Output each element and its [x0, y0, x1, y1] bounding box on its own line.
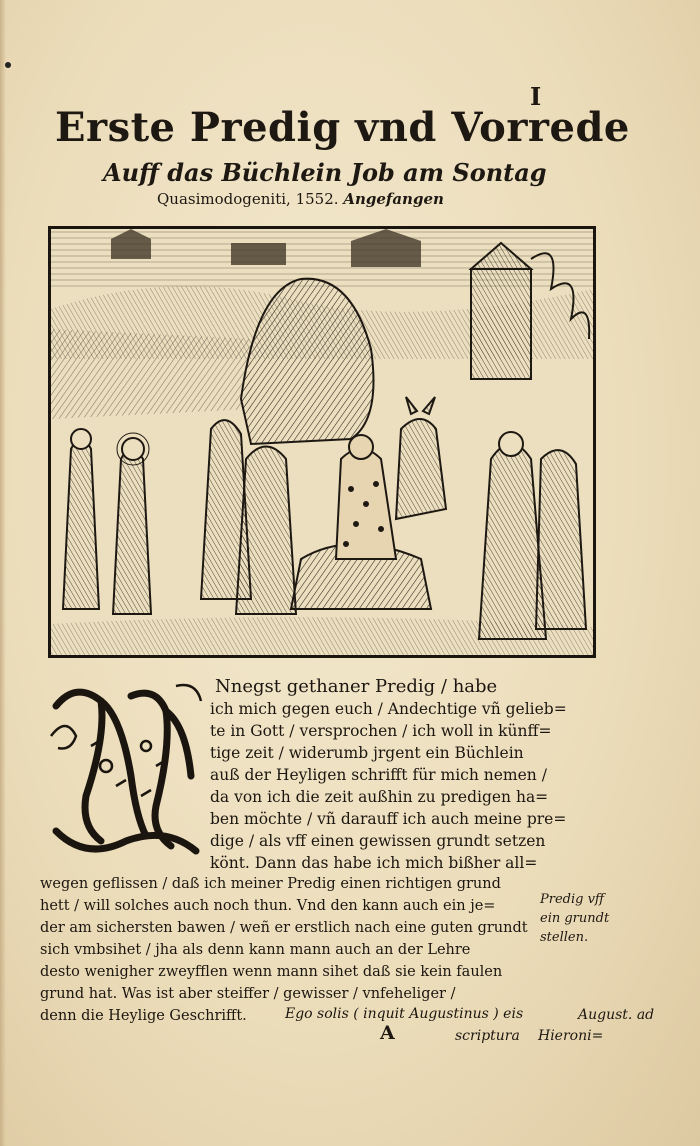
body-line: tige zeit / widerumb jrgent ein Büchlein [210, 744, 524, 762]
body-line: denn die Heylige Geschrifft. [40, 1008, 247, 1024]
ink-spot [5, 62, 11, 68]
drop-cap-ornament-icon [46, 676, 206, 860]
body-line: ich mich gegen euch / Andechtige vñ gelieb= [210, 700, 567, 718]
woodcut-illustration-icon [51, 229, 593, 655]
body-line: ben möchte / vñ darauff ich auch meine pre= [210, 810, 567, 828]
body-line: auß der Heyligen schrifft für mich nemen / [210, 766, 547, 784]
folio-number: I [530, 82, 542, 111]
margin-reference: August. ad [578, 1007, 655, 1023]
body-line: wegen geflissen / daß ich meiner Predig einen richtigen grund [40, 876, 501, 892]
margin-reference: Hieroni= [538, 1028, 604, 1044]
body-line: sich vmbsihet / jha als denn kann mann auch an der Lehre [40, 942, 471, 958]
body-line: da von ich die zeit außhin zu predigen ha= [210, 788, 549, 806]
title-date-suffix: Angefangen [343, 190, 444, 208]
body-line: grund hat. Was ist aber steiffer / gewisser / vnfeheliger / [40, 986, 456, 1002]
margin-note [540, 890, 650, 947]
page-edge-shadow [0, 0, 6, 1146]
decorated-initial [46, 676, 206, 860]
body-line: desto wenigher zweyfflen wenn mann sihet daß sie kein faulen [40, 964, 503, 980]
body-line: hett / will solches auch noch thun. Vnd den kann auch ein je= [40, 898, 496, 914]
body-line: dige / als vff einen gewissen grundt setzen [210, 832, 546, 850]
page-title: Erste Predig vnd Vorrede [55, 104, 630, 151]
margin-note-line: stellen. [540, 930, 589, 945]
woodcut-illustration [48, 226, 596, 658]
latin-quote: Ego solis ( inquit Augustinus ) eis [285, 1006, 524, 1022]
signature-mark: A [380, 1022, 395, 1044]
margin-note-line: Predig vff [540, 892, 605, 907]
margin-note-line: ein grundt [540, 911, 610, 926]
latin-continuation: scriptura [455, 1028, 520, 1044]
title-date-line [157, 188, 444, 210]
page-subtitle: Auff das Büchlein Job am Sontag [103, 158, 547, 187]
body-line: Nnegst gethaner Predig / habe [215, 676, 498, 697]
body-line: der am sichersten bawen / weñ er erstlich nach eine guten grundt [40, 920, 528, 936]
title-date-prefix: Quasimodogeniti, 1552. [157, 190, 339, 208]
body-line: te in Gott / versprochen / ich woll in künff= [210, 722, 552, 740]
body-line: könt. Dann das habe ich mich bißher all= [210, 854, 538, 872]
